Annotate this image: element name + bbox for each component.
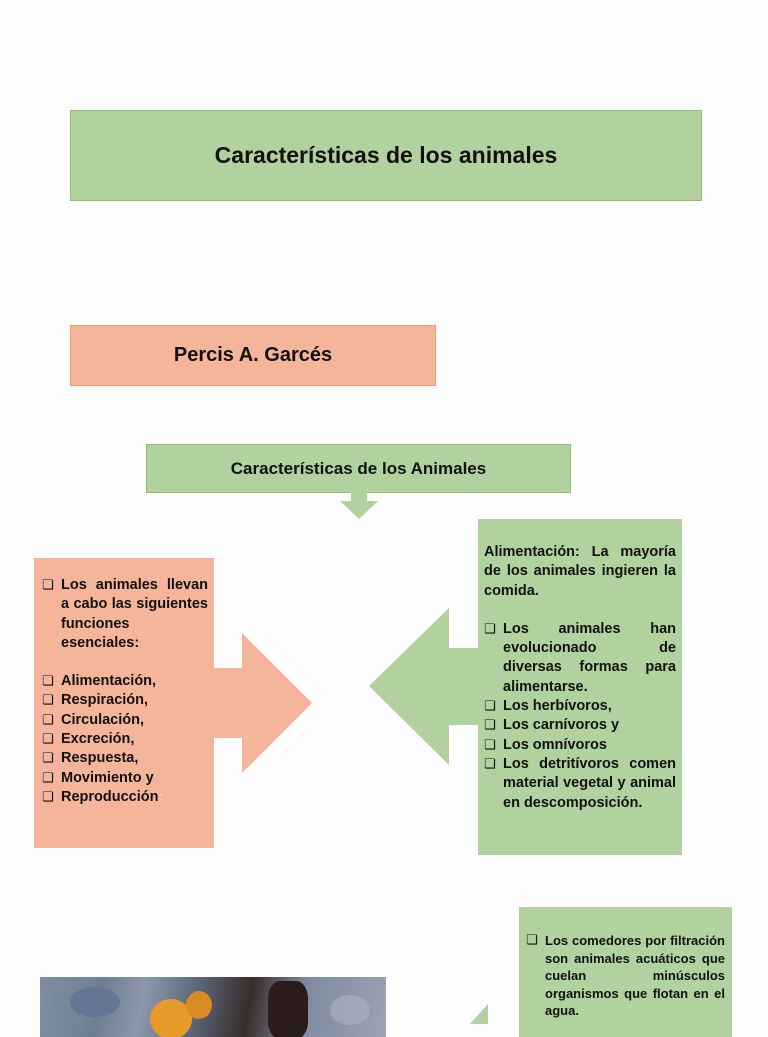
functions-panel (34, 558, 214, 848)
title-box (70, 110, 702, 201)
function-item: ❏ Circulación, (42, 711, 208, 730)
function-item: ❏ Movimiento y (42, 769, 208, 788)
functions-intro: ❏ Los animales llevan a cabo las siguientes funciones esenciales: (42, 576, 208, 653)
function-item: ❏ Respuesta, (42, 749, 208, 768)
feeding-intro: Alimentación: La mayoría de los animales ingieren la comida. (484, 544, 676, 599)
filter-feeders-panel (519, 907, 732, 1037)
trailing-colon: : (158, 788, 164, 805)
author-name: Percis A. Garcés (173, 344, 333, 366)
feeding-item: ❏ Los herbívoros, (484, 697, 676, 716)
down-arrow-shape (338, 492, 380, 520)
right-arrow-shape (200, 633, 315, 775)
filter-feeders-item: ❏ Los comedores por filtración son animales acuáticos que cuelan minúsculos organismos que flotan en el agua. (526, 932, 725, 1020)
diagram-header-box (146, 444, 571, 493)
feeding-item: ❏ Los carnívoros y (484, 716, 676, 735)
diagram-header: Características de los Animales (230, 458, 487, 478)
photo-rock (330, 995, 370, 1025)
feeding-item: ❏ Los detritívoros comen material vegetal y animal en descomposición. (484, 755, 676, 813)
function-item: ❏ Excreción, (42, 730, 208, 749)
feeding-panel (478, 519, 682, 855)
function-item-text: Reproducción (61, 788, 159, 805)
functions-list (42, 672, 208, 807)
photo-dark-coral (268, 981, 308, 1037)
bottom-arrow-shape (462, 1000, 522, 1024)
function-item (42, 788, 208, 807)
function-item: ❏ Alimentación, (42, 672, 208, 691)
feeding-item: ❏ Los omnívoros (484, 736, 676, 755)
feeding-list (484, 620, 676, 813)
author-box (70, 325, 436, 386)
feeding-item: ❏ Los animales han evolucionado de diversas formas para alimentarse. (484, 620, 676, 697)
photo-rock (70, 987, 120, 1017)
left-arrow-shape (367, 608, 482, 768)
coral-reef-photo (40, 977, 386, 1037)
function-item: ❏ Respiración, (42, 691, 208, 710)
photo-orange-sponge (186, 991, 212, 1019)
page-title: Características de los animales (214, 142, 558, 168)
